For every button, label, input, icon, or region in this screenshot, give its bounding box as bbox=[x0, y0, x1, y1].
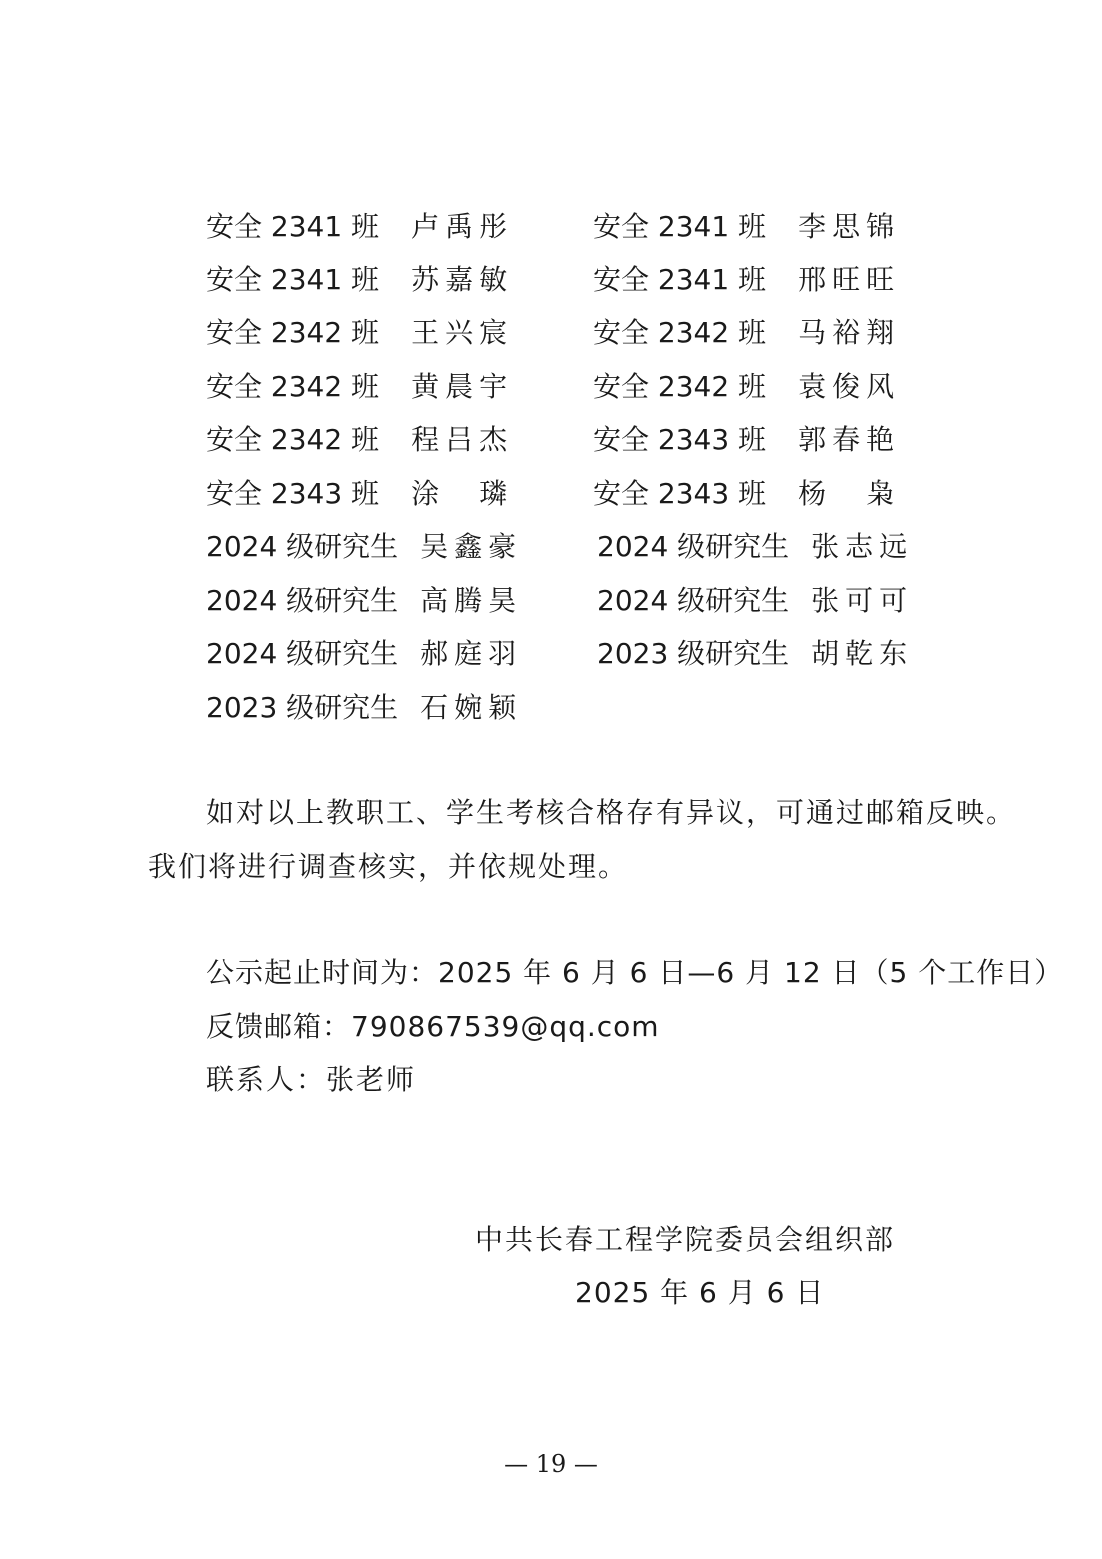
roster-entry bbox=[206, 474, 513, 514]
roster-entry bbox=[206, 688, 522, 728]
roster-entry bbox=[206, 260, 513, 300]
student-name: 程吕杰 bbox=[411, 423, 514, 456]
student-name: 杨 枭 bbox=[798, 477, 901, 510]
student-name: 郭春艳 bbox=[798, 423, 901, 456]
roster-entry bbox=[206, 527, 522, 567]
student-name: 涂 璘 bbox=[411, 477, 514, 510]
issuing-organization: 中共长春工程学院委员会组织部 bbox=[475, 1223, 896, 1256]
roster-entry bbox=[593, 367, 900, 407]
roster-entry bbox=[206, 367, 513, 407]
roster-entry bbox=[593, 474, 900, 514]
student-name: 苏嘉敏 bbox=[411, 263, 514, 296]
roster-entry bbox=[597, 634, 913, 674]
notice-line-1: 如对以上教职工、学生考核合格存有异议，可通过邮箱反映。 bbox=[206, 796, 1017, 829]
class-label: 安全 2341 班 bbox=[593, 263, 767, 296]
student-name: 袁俊风 bbox=[798, 370, 901, 403]
roster-entry bbox=[206, 420, 513, 460]
student-name: 张可可 bbox=[811, 584, 914, 617]
class-label: 安全 2341 班 bbox=[206, 210, 380, 243]
roster-entry bbox=[593, 420, 900, 460]
class-label: 2024 级研究生 bbox=[597, 584, 790, 617]
class-label: 安全 2341 班 bbox=[593, 210, 767, 243]
student-name: 马裕翔 bbox=[798, 316, 901, 349]
class-label: 安全 2341 班 bbox=[206, 263, 380, 296]
student-name: 郝庭羽 bbox=[420, 637, 523, 670]
feedback-email: 反馈邮箱：790867539@qq.com bbox=[206, 1010, 660, 1043]
contact-person: 联系人：张老师 bbox=[206, 1063, 417, 1096]
class-label: 安全 2342 班 bbox=[206, 423, 380, 456]
publicity-period: 公示起止时间为：2025 年 6 月 6 日—6 月 12 日（5 个工作日） bbox=[206, 956, 1064, 989]
class-label: 2023 级研究生 bbox=[597, 637, 790, 670]
student-name: 黄晨宇 bbox=[411, 370, 514, 403]
class-label: 2024 级研究生 bbox=[206, 584, 399, 617]
student-name: 李思锦 bbox=[798, 210, 901, 243]
issue-date: 2025 年 6 月 6 日 bbox=[575, 1276, 825, 1309]
student-name: 张志远 bbox=[811, 530, 914, 563]
student-name: 高腾昊 bbox=[420, 584, 523, 617]
class-label: 安全 2342 班 bbox=[206, 370, 380, 403]
class-label: 2024 级研究生 bbox=[206, 530, 399, 563]
class-label: 安全 2343 班 bbox=[206, 477, 380, 510]
roster-entry bbox=[593, 313, 900, 353]
class-label: 2024 级研究生 bbox=[206, 637, 399, 670]
student-name: 吴鑫豪 bbox=[420, 530, 523, 563]
student-name: 王兴宸 bbox=[411, 316, 514, 349]
class-label: 2023 级研究生 bbox=[206, 691, 399, 724]
roster-entry bbox=[597, 527, 913, 567]
page-number: — 19 — bbox=[504, 1450, 598, 1478]
roster-entry bbox=[206, 313, 513, 353]
roster-entry bbox=[206, 581, 522, 621]
student-name: 石婉颖 bbox=[420, 691, 523, 724]
student-name: 胡乾东 bbox=[811, 637, 914, 670]
class-label: 安全 2342 班 bbox=[593, 316, 767, 349]
student-name: 邢旺旺 bbox=[798, 263, 901, 296]
class-label: 安全 2343 班 bbox=[593, 423, 767, 456]
roster-entry bbox=[593, 207, 900, 247]
roster-entry bbox=[597, 581, 913, 621]
notice-line-2: 我们将进行调查核实，并依规处理。 bbox=[148, 850, 629, 883]
class-label: 安全 2342 班 bbox=[593, 370, 767, 403]
class-label: 安全 2343 班 bbox=[593, 477, 767, 510]
class-label: 2024 级研究生 bbox=[597, 530, 790, 563]
roster-entry bbox=[206, 634, 522, 674]
class-label: 安全 2342 班 bbox=[206, 316, 380, 349]
student-name: 卢禹彤 bbox=[411, 210, 514, 243]
roster-entry bbox=[206, 207, 513, 247]
roster-entry bbox=[593, 260, 900, 300]
